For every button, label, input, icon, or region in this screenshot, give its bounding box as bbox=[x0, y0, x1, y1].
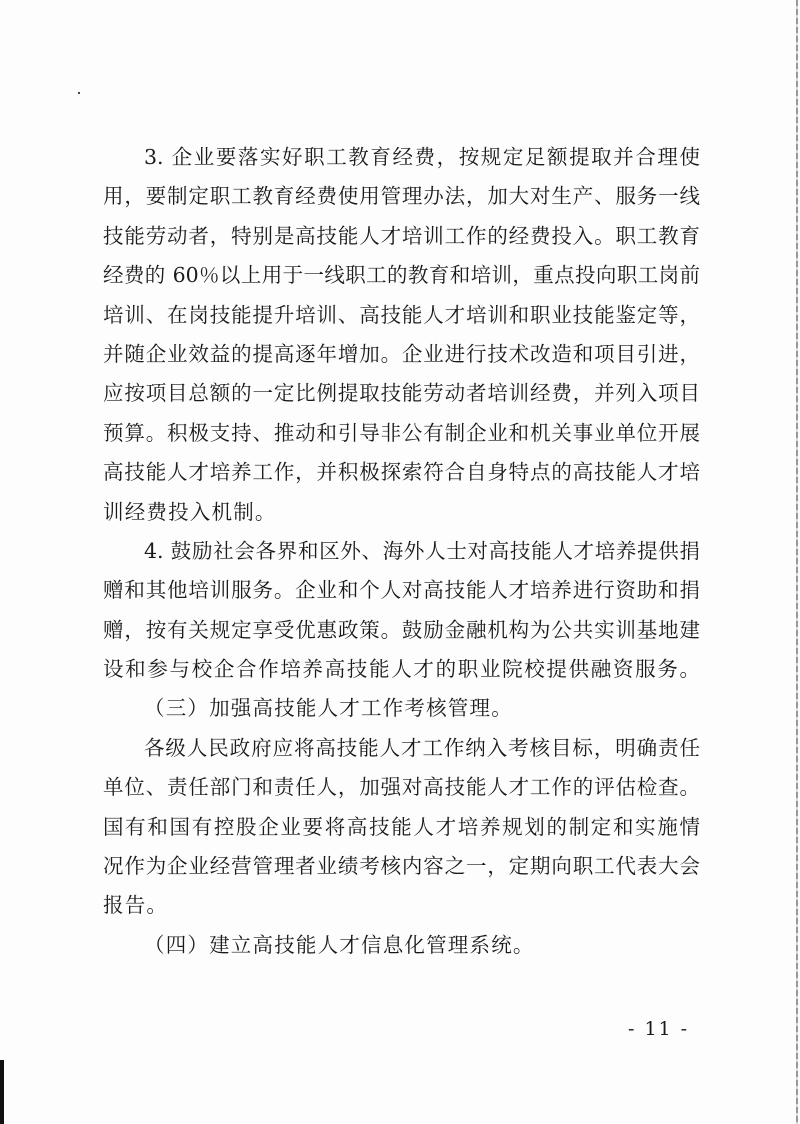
text-line: 各级人民政府应将高技能人才工作纳入考核目标，明确责任 bbox=[144, 735, 700, 760]
text-line: 应按项目总额的一定比例提取技能劳动者培训经费，并列入项目 bbox=[103, 381, 700, 406]
text-line: 单位、责任部门和责任人，加强对高技能人才工作的评估检查。 bbox=[103, 775, 700, 800]
text-line: 用，要制定职工教育经费使用管理办法，加大对生产、服务一线 bbox=[103, 184, 700, 209]
scan-edge bbox=[796, 0, 798, 1124]
text-line: 4. 鼓励社会各界和区外、海外人士对高技能人才培养提供捐 bbox=[144, 538, 700, 563]
section-heading-3: （三）加强高技能人才工作考核管理。 bbox=[144, 696, 513, 721]
text-line: 并随企业效益的提高逐年增加。企业进行技术改造和项目引进， bbox=[103, 341, 700, 366]
scan-speck bbox=[78, 92, 80, 94]
paragraph-assessment bbox=[103, 729, 700, 926]
text-line: 训经费投入机制。 bbox=[103, 499, 277, 524]
scan-binding-mark bbox=[0, 1060, 4, 1124]
page-number: - 11 - bbox=[628, 1018, 690, 1040]
text-line: 预算。积极支持、推动和引导非公有制企业和机关事业单位开展 bbox=[103, 420, 700, 445]
text-line: 高技能人才培养工作，并积极探索符合自身特点的高技能人才培 bbox=[103, 460, 700, 485]
text-line: 赠，按有关规定享受优惠政策。鼓励金融机构为公共实训基地建 bbox=[103, 617, 700, 642]
section-heading-4: （四）建立高技能人才信息化管理系统。 bbox=[144, 932, 535, 957]
paragraph-item-4 bbox=[103, 532, 700, 690]
text-line: 报告。 bbox=[103, 893, 169, 918]
text-line: 培训、在岗技能提升培训、高技能人才培训和职业技能鉴定等， bbox=[103, 302, 700, 327]
text-line: 技能劳动者，特别是高技能人才培训工作的经费投入。职工教育 bbox=[103, 223, 700, 248]
text-line: 3. 企业要落实好职工教育经费，按规定足额提取并合理使 bbox=[144, 145, 700, 169]
text-line: 况作为企业经营管理者业绩考核内容之一，定期向职工代表大会 bbox=[103, 854, 700, 879]
text-line: 国有和国有控股企业要将高技能人才培养规划的制定和实施情 bbox=[103, 814, 700, 839]
paragraph-item-3 bbox=[103, 138, 700, 532]
text-line: 设和参与校企合作培养高技能人才的职业院校提供融资服务。 bbox=[103, 657, 700, 682]
text-line: 经费的 60％以上用于一线职工的教育和培训，重点投向职工岗前 bbox=[103, 263, 700, 288]
document-body bbox=[103, 138, 700, 965]
text-line: 赠和其他培训服务。企业和个人对高技能人才培养进行资助和捐 bbox=[103, 578, 700, 603]
